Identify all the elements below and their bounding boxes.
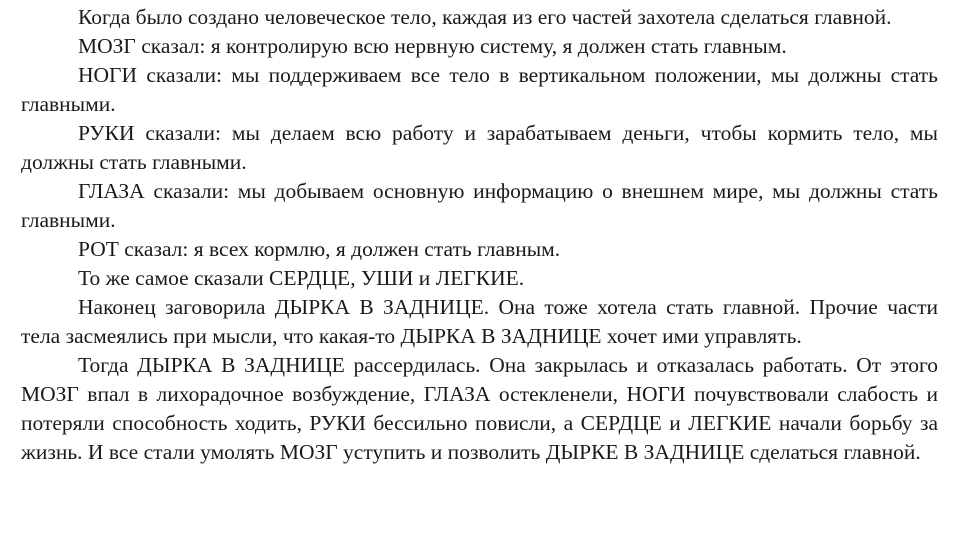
paragraph-heart-ears-lungs: То же самое сказали СЕРДЦЕ, УШИ и ЛЕГКИЕ. xyxy=(78,266,525,290)
paragraph-mouth: РОТ сказал: я всех кормлю, я должен стать главным. xyxy=(78,237,561,261)
paragraph-hands: РУКИ сказали: мы делаем всю работу и зарабатываем деньги, чтобы кормить тело, мы должны стать главными. xyxy=(21,121,938,174)
paragraph-brain: МОЗГ сказал: я контролирую всю нервную систему, я должен стать главным. xyxy=(78,34,787,58)
paragraph-eyes: ГЛАЗА сказали: мы добываем основную информацию о внешнем мире, мы должны стать главными. xyxy=(21,179,938,232)
paragraph-conclusion: Тогда ДЫРКА В ЗАДНИЦЕ рассердилась. Она закрылась и отказалась работать. От этого МОЗГ впал в лихорадочное возбуждение, ГЛАЗА остекленели, НОГИ почувствовали слабость и потеряли способность ходить, РУКИ бессильно повисли, а СЕРДЦЕ и ЛЕГКИЕ начали борьбу за жизнь. И все стали умолять МОЗГ уступить и позволить ДЫРКЕ В ЗАДНИЦЕ сделаться главной. xyxy=(21,353,938,464)
paragraph-legs: НОГИ сказали: мы поддерживаем все тело в вертикальном положении, мы должны стать главными. xyxy=(21,63,938,116)
paragraph-finally: Наконец заговорила ДЫРКА В ЗАДНИЦЕ. Она тоже хотела стать главной. Прочие части тела засмеялись при мысли, что какая-то ДЫРКА В ЗАДНИЦЕ хочет ими управлять. xyxy=(21,295,938,348)
paragraph-intro: Когда было создано человеческое тело, каждая из его частей захотела сделаться главной. xyxy=(78,5,892,29)
